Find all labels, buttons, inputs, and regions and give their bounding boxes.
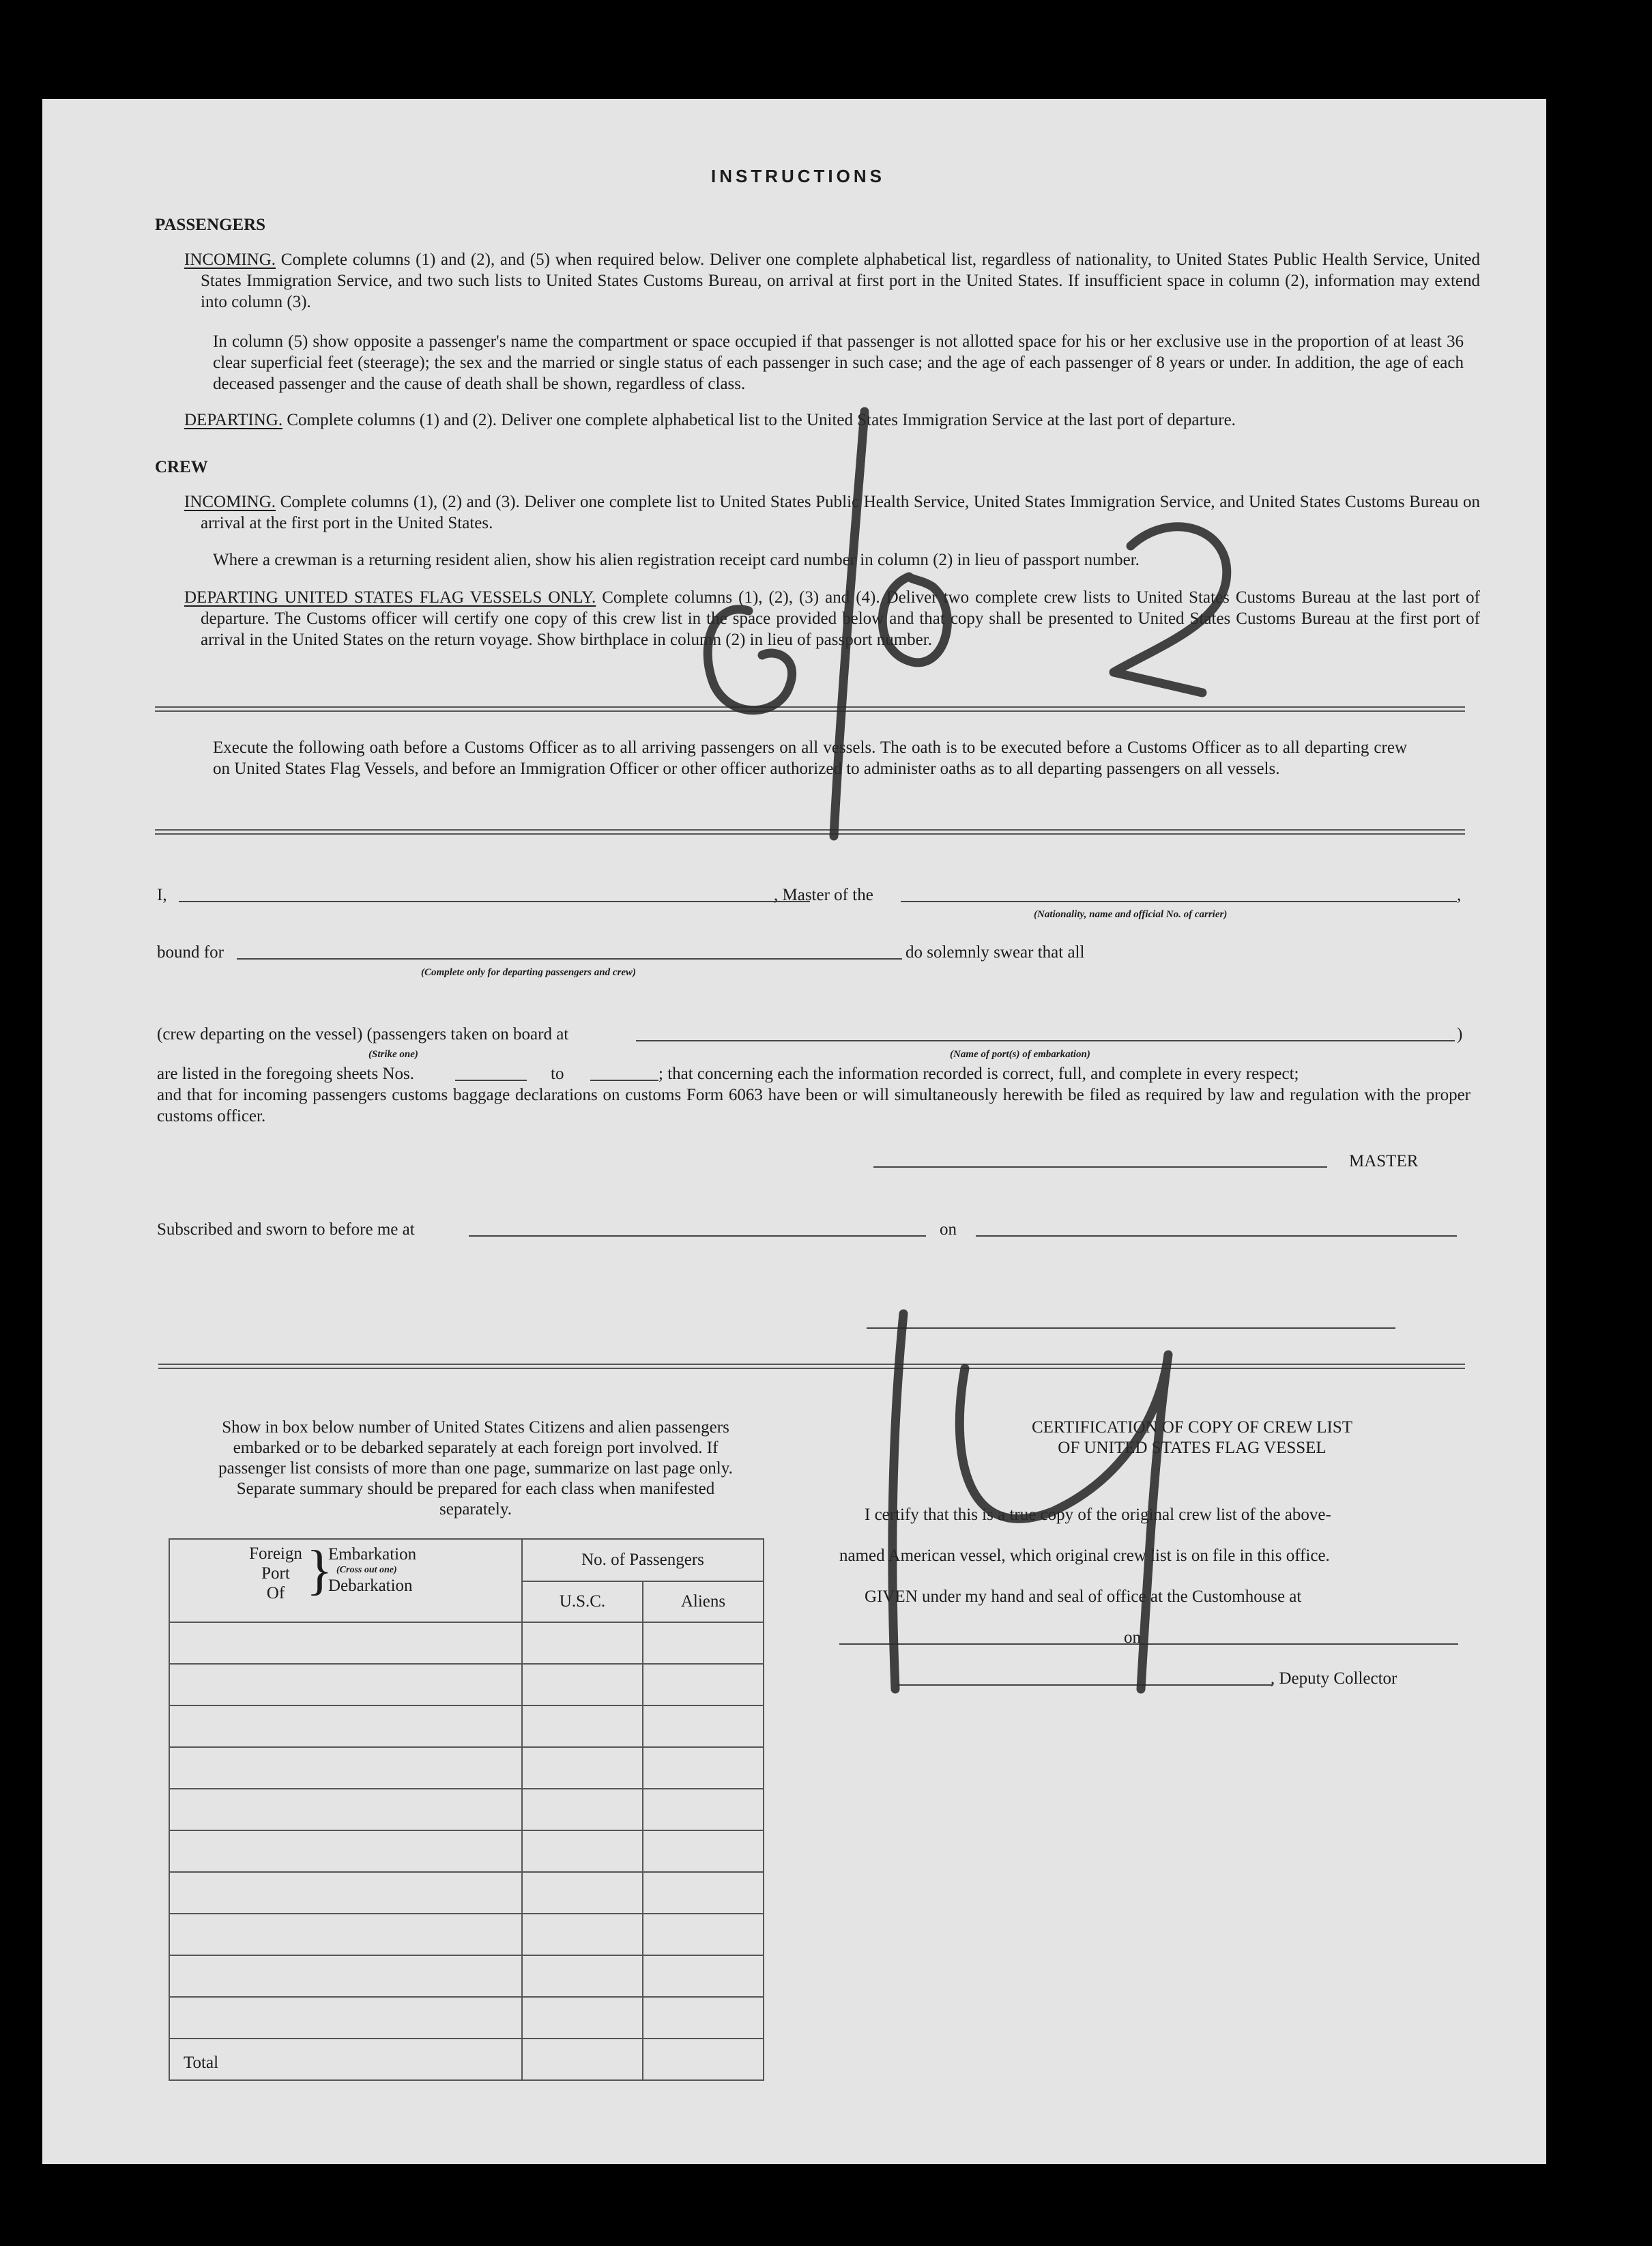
bound-caption: (Complete only for departing passengers and crew) — [421, 967, 636, 978]
sworn-at-field[interactable] — [469, 1235, 926, 1237]
usc-total-cell[interactable] — [522, 2039, 643, 2080]
section-divider — [158, 1364, 1465, 1369]
port-cell[interactable] — [169, 1705, 522, 1747]
oath-body-rest: and that for incoming passengers customs baggage declarations on customs Form 6063 have been or will simultaneously herewith be filed as required by law and regulation with the proper customs officer. — [157, 1086, 1470, 1125]
deputy-signature-field[interactable] — [897, 1684, 1273, 1686]
port-cell[interactable] — [169, 1830, 522, 1872]
sheet-from-field[interactable] — [455, 1080, 527, 1081]
summary-instructions: Show in box below number of United States Citizens and alien passengers embarked or to be debarked separately at each foreign port involved. If passenger list consists of more than one page, summarize on last page only. Separate summary should be prepared for each class when manifested separately. — [218, 1418, 733, 1518]
total-label: Total — [169, 2039, 522, 2080]
certification-date-field[interactable] — [1144, 1643, 1458, 1645]
officer-signature-field[interactable] — [867, 1327, 1395, 1329]
bound-for-field[interactable] — [237, 958, 902, 960]
certification-title-1: CERTIFICATION OF COPY OF CREW LIST — [1031, 1418, 1353, 1437]
oath-i-label: I, — [157, 886, 167, 904]
usc-cell[interactable] — [522, 1622, 643, 1664]
passengers-heading: PASSENGERS — [155, 216, 266, 234]
usc-cell[interactable] — [522, 1955, 643, 1997]
strike-caption: (Strike one) — [368, 1049, 418, 1060]
brace-icon: } — [306, 1540, 333, 1600]
passengers-incoming-text: Complete columns (1) and (2), and (5) when required below. Deliver one complete alphabetical list, regardless of nationality, to United States Public Health Service, United States Immigration Service, and two such lists to United States Customs Bureau, on arrival at first port in the United States. If insufficient space in column (2), information may extend into column (3). — [201, 250, 1481, 311]
crew-incoming-paragraph — [184, 491, 1480, 534]
table-row — [169, 1747, 764, 1789]
aliens-cell[interactable] — [643, 1705, 764, 1747]
certification-title-2: OF UNITED STATES FLAG VESSEL — [1058, 1439, 1327, 1457]
certification-line-2: named American vessel, which original crew list is on file in this office. — [839, 1546, 1330, 1565]
carrier-caption: (Nationality, name and official No. of carrier) — [1034, 909, 1228, 920]
subscribed-label: Subscribed and sworn to before me at — [157, 1220, 415, 1239]
total-row — [169, 2039, 764, 2080]
aliens-total-cell[interactable] — [643, 2039, 764, 2080]
passengers-column5-paragraph: In column (5) show opposite a passenger's name the compartment or space occupied if that passenger is not allotted space for his or her exclusive use in the proportion of at least 36 clear superficial feet (steerage); the sex and the married or single status of each passenger in such case; and the age of each passenger of 8 years or under. In addition, the age of each deceased passenger and the cause of death shall be shown, regardless of class. — [213, 332, 1464, 393]
foreign-label: Foreign — [249, 1544, 302, 1563]
table-row — [169, 1705, 764, 1747]
table-row — [169, 1830, 764, 1872]
master-of-the-label: , Master of the — [774, 886, 873, 904]
port-caption: (Name of port(s) of embarkation) — [950, 1049, 1090, 1060]
cross-out-caption: (Cross out one) — [336, 1565, 397, 1575]
deputy-collector-label: , Deputy Collector — [1271, 1669, 1397, 1688]
handwritten-1-mark — [893, 1314, 903, 1689]
aliens-cell[interactable] — [643, 1997, 764, 2039]
port-cell[interactable] — [169, 1955, 522, 1997]
aliens-header: Aliens — [643, 1581, 764, 1622]
sheets-to-label: to — [551, 1065, 564, 1083]
aliens-cell[interactable] — [643, 1955, 764, 1997]
port-label: Port — [261, 1564, 290, 1583]
port-cell[interactable] — [169, 1872, 522, 1914]
instructions-title: INSTRUCTIONS — [711, 166, 885, 186]
port-cell[interactable] — [169, 1997, 522, 2039]
certification-line-3: GIVEN under my hand and seal of office at the Customhouse at — [865, 1587, 1302, 1606]
aliens-cell[interactable] — [643, 1789, 764, 1830]
table-row — [169, 1914, 764, 1955]
crew-departing-paragraph — [184, 587, 1480, 650]
crew-passengers-line: (crew departing on the vessel) (passengers taken on board at — [157, 1025, 569, 1043]
bound-for-label: bound for — [157, 943, 224, 962]
usc-cell[interactable] — [522, 1914, 643, 1955]
sheets-suffix: ; that concerning each the information recorded is correct, full, and complete in every respect; — [658, 1065, 1299, 1083]
master-label: MASTER — [1349, 1152, 1419, 1170]
usc-cell[interactable] — [522, 1747, 643, 1789]
certification-on-label: on — [1124, 1628, 1141, 1647]
carrier-field[interactable] — [901, 901, 1457, 902]
usc-cell[interactable] — [522, 1789, 643, 1830]
no-of-passengers-header: No. of Passengers — [522, 1539, 764, 1581]
sheet-to-field[interactable] — [590, 1080, 658, 1081]
usc-cell[interactable] — [522, 1664, 643, 1705]
port-cell[interactable] — [169, 1789, 522, 1830]
table-row — [169, 1955, 764, 1997]
sworn-on-label: on — [940, 1220, 957, 1239]
table-row — [169, 1789, 764, 1830]
embarkation-port-field[interactable] — [636, 1040, 1455, 1041]
sheets-prefix: are listed in the foregoing sheets Nos. — [157, 1065, 414, 1083]
passengers-departing-text: Complete columns (1) and (2). Deliver one complete alphabetical list to the United States Immigration Service at the last port of departure. — [287, 411, 1236, 429]
aliens-cell[interactable] — [643, 1622, 764, 1664]
usc-cell[interactable] — [522, 1997, 643, 2039]
crew-departing-text: Complete columns (1), (2), (3) and (4). Deliver two complete crew lists to United States Customs Bureau at the last port of departure. The Customs officer will certify one copy of this crew list in the space provided below and that copy shall be presented to United States Customs Bureau at the first port of arrival in the United States on the return voyage. Show birthplace in column (2) in lieu of passport number. — [201, 588, 1480, 649]
sworn-date-field[interactable] — [976, 1235, 1457, 1237]
close-paren: ) — [1457, 1025, 1463, 1043]
crew-incoming-label: INCOMING. — [184, 493, 276, 511]
table-row — [169, 1872, 764, 1914]
passengers-incoming-label: INCOMING. — [184, 250, 276, 269]
section-divider — [155, 706, 1465, 712]
port-column-header — [169, 1539, 522, 1622]
usc-header: U.S.C. — [522, 1581, 643, 1622]
crew-incoming-text: Complete columns (1), (2) and (3). Deliver one complete list to United States Public Health Service, United States Immigration Service, and United States Customs Bureau on arrival at the first port in the United States. — [201, 493, 1480, 532]
aliens-cell[interactable] — [643, 1664, 764, 1705]
swear-label: do solemnly swear that all — [905, 943, 1085, 962]
of-label: Of — [266, 1584, 285, 1602]
customhouse-field[interactable] — [839, 1643, 1160, 1645]
aliens-cell[interactable] — [643, 1830, 764, 1872]
usc-cell[interactable] — [522, 1872, 643, 1914]
passengers-incoming-paragraph — [184, 249, 1480, 313]
port-cell[interactable] — [169, 1747, 522, 1789]
table-row — [169, 1622, 764, 1664]
oath-intro-paragraph: Execute the following oath before a Customs Officer as to all arriving passengers on all vessels. The oath is to be executed before a Customs Officer as to all departing crew on United States Flag Vessels, and before an Immigration Officer or other officer authorized to administer oaths as to all departing passengers on all vessels. — [213, 738, 1407, 778]
comma-label: , — [1457, 886, 1462, 904]
table-row — [169, 1997, 764, 2039]
usc-cell[interactable] — [522, 1705, 643, 1747]
debarkation-label: Debarkation — [328, 1576, 413, 1595]
aliens-cell[interactable] — [643, 1747, 764, 1789]
crew-resident-paragraph: Where a crewman is a returning resident alien, show his alien registration receipt card number in column (2) in lieu of passport number. — [213, 551, 1140, 569]
crew-departing-label: DEPARTING UNITED STATES FLAG VESSELS ONLY. — [184, 588, 596, 607]
passengers-departing-label: DEPARTING. — [184, 411, 283, 429]
embarkation-label: Embarkation — [328, 1545, 417, 1564]
master-name-field[interactable] — [179, 901, 810, 902]
master-signature-field[interactable] — [873, 1166, 1327, 1168]
aliens-cell[interactable] — [643, 1914, 764, 1955]
port-cell[interactable] — [169, 1664, 522, 1705]
port-cell[interactable] — [169, 1914, 522, 1955]
aliens-cell[interactable] — [643, 1872, 764, 1914]
section-divider — [155, 829, 1465, 835]
passenger-summary-table — [169, 1538, 764, 2081]
certification-line-1: I certify that this is a true copy of the original crew list of the above- — [865, 1506, 1331, 1524]
crew-heading: CREW — [155, 458, 208, 476]
passengers-departing-paragraph — [184, 409, 1464, 431]
port-cell[interactable] — [169, 1622, 522, 1664]
document-page — [42, 99, 1546, 2164]
table-row — [169, 1664, 764, 1705]
usc-cell[interactable] — [522, 1830, 643, 1872]
